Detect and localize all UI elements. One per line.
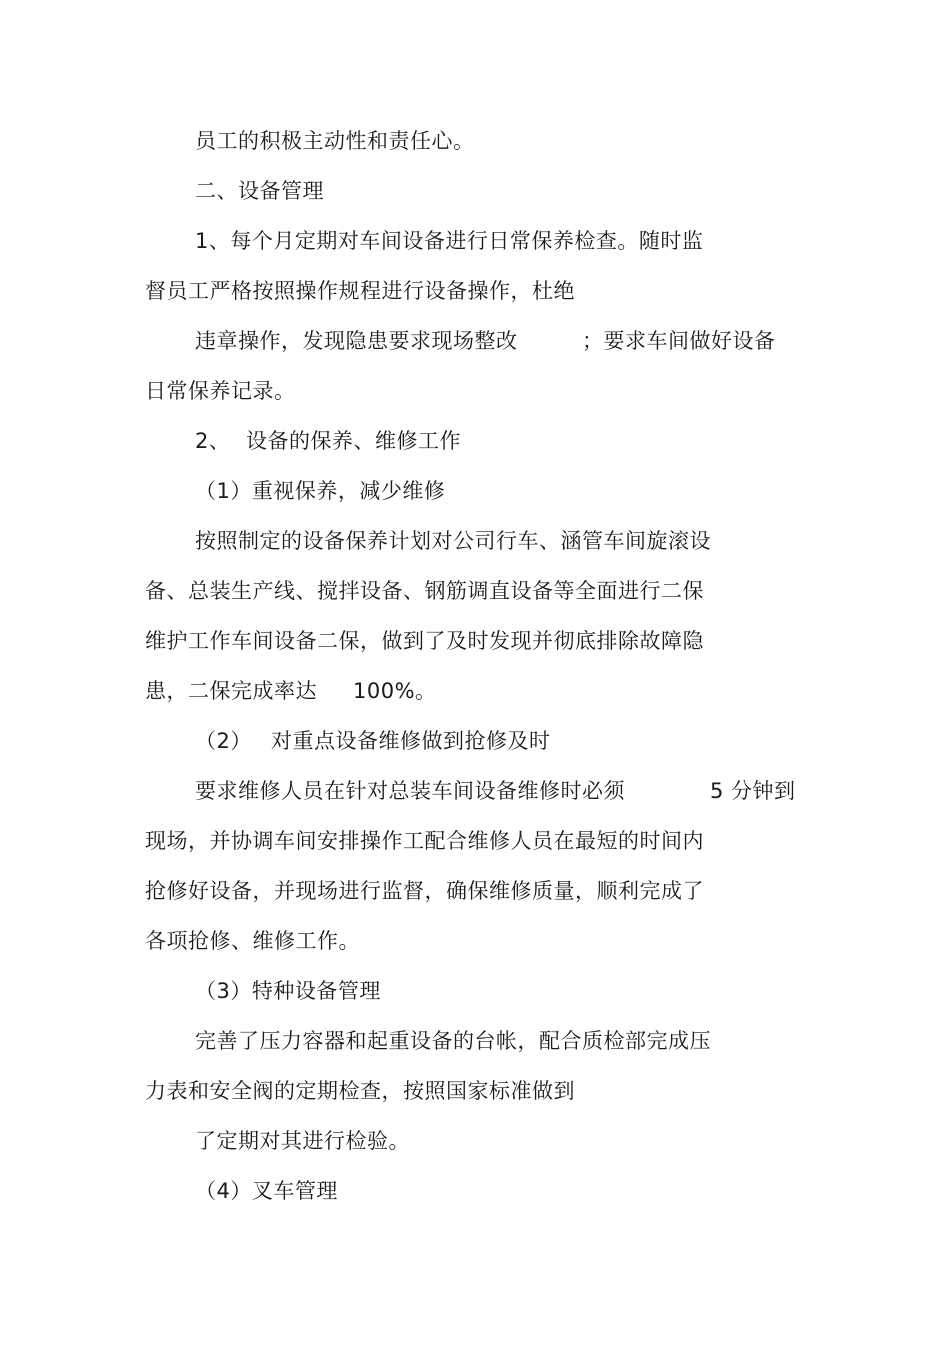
subheading: 对重点设备维修做到抢修及时	[271, 729, 551, 753]
text-line: 5 分钟到	[710, 779, 796, 803]
text-line: 完善了压力容器和起重设备的台帐，配合质检部完成压	[195, 1029, 711, 1053]
text-line: 违章操作，发现隐患要求现场整改	[195, 329, 518, 353]
text-line: 力表和安全阀的定期检查，按照国家标准做到	[145, 1079, 575, 1103]
text-line: 备、总装生产线、搅拌设备、钢筋调直设备等全面进行二保	[145, 579, 704, 603]
subheading: （1）重视保养，减少维修	[195, 479, 446, 503]
text-line: 各项抢修、维修工作。	[145, 929, 360, 953]
text-line: 要求维修人员在针对总装车间设备维修时必须	[195, 779, 625, 803]
text-line: 抢修好设备，并现场进行监督，确保维修质量，顺利完成了	[145, 879, 704, 903]
text-line: 100%。	[353, 679, 437, 703]
subheading-number: 2、	[195, 429, 231, 453]
text-line: 维护工作车间设备二保，做到了及时发现并彻底排除故障隐	[145, 629, 704, 653]
text-line: 1、每个月定期对车间设备进行日常保养检查。随时监	[195, 229, 704, 253]
text-line: 督员工严格按照操作规程进行设备操作，杜绝	[145, 279, 575, 303]
subheading-number: （2）	[195, 729, 252, 753]
text-line: 日常保养记录。	[145, 379, 296, 403]
subheading: （3）特种设备管理	[195, 979, 381, 1003]
subheading: 设备的保养、维修工作	[246, 429, 461, 453]
text-line: 患，二保完成率达	[145, 679, 317, 703]
text-line: 现场，并协调车间安排操作工配合维修人员在最短的时间内	[145, 829, 704, 853]
text-line: 员工的积极主动性和责任心。	[195, 129, 475, 153]
text-line: ；要求车间做好设备	[582, 329, 776, 353]
text-line: 了定期对其进行检验。	[195, 1129, 410, 1153]
text-line: 按照制定的设备保养计划对公司行车、涵管车间旋滚设	[195, 529, 711, 553]
subheading: （4）叉车管理	[195, 1179, 338, 1203]
section-heading: 二、设备管理	[195, 179, 324, 203]
